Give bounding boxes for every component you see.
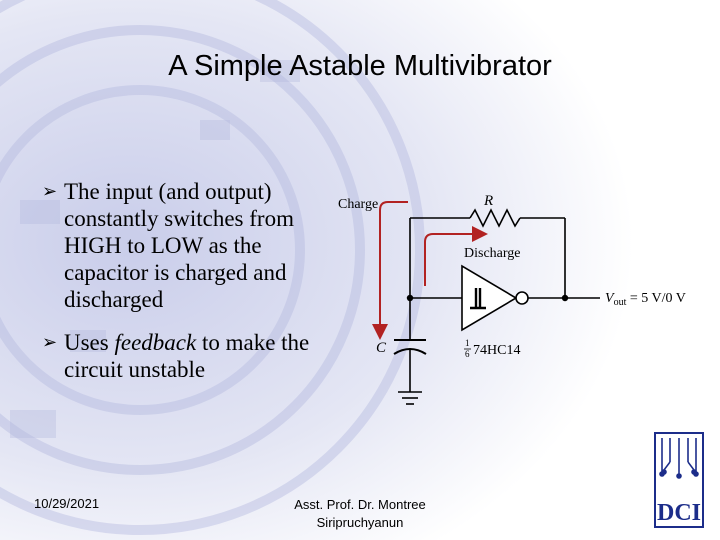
footer-date: 10/29/2021 [34,496,100,511]
dci-logo [654,432,704,528]
vout-value: = 5 V/0 V [626,291,686,306]
junction-dot [407,295,413,301]
vout-label [605,291,686,308]
ic-fraction-numerator: 1 [465,338,470,348]
bullet-emphasis: feedback [114,330,197,355]
resistor-label: R [484,193,494,209]
footer-author [270,496,450,532]
ground-symbol [398,392,422,404]
junction-dot [562,295,568,301]
capacitor-label: C [376,340,387,356]
charge-arrow [380,202,408,332]
schmitt-inverter-symbol [462,266,528,330]
author-name-line2: Siripruchyanun [316,515,404,530]
arrow-bullet-icon: ➢ [42,181,58,202]
vout-prefix: V [605,291,614,306]
resistor-symbol [470,210,520,226]
astable-circuit-diagram [330,180,710,410]
charge-label: Charge [338,197,379,212]
discharge-label: Discharge [464,246,521,261]
ic-fraction-denominator: 6 [465,349,470,359]
bullet-text: Uses [64,330,115,355]
bullet-item-1 [42,178,332,313]
bullet-text-tail: to make the circuit unstable [64,330,310,382]
bullet-text: The input (and output) constantly switches from HIGH to LOW as the capacitor is charged and discharged [64,179,294,312]
ic-label: 74HC14 [473,343,521,358]
ic-part-label [464,338,520,359]
author-name-line1: Asst. Prof. Dr. Montree [294,497,426,512]
bullet-item-2 [42,329,332,383]
vout-subscript: out [613,297,627,308]
bullet-list [42,178,332,399]
arrow-bullet-icon: ➢ [42,332,58,353]
slide-title: A Simple Astable Multivibrator [168,50,552,82]
logo-text: DCI [656,500,702,526]
